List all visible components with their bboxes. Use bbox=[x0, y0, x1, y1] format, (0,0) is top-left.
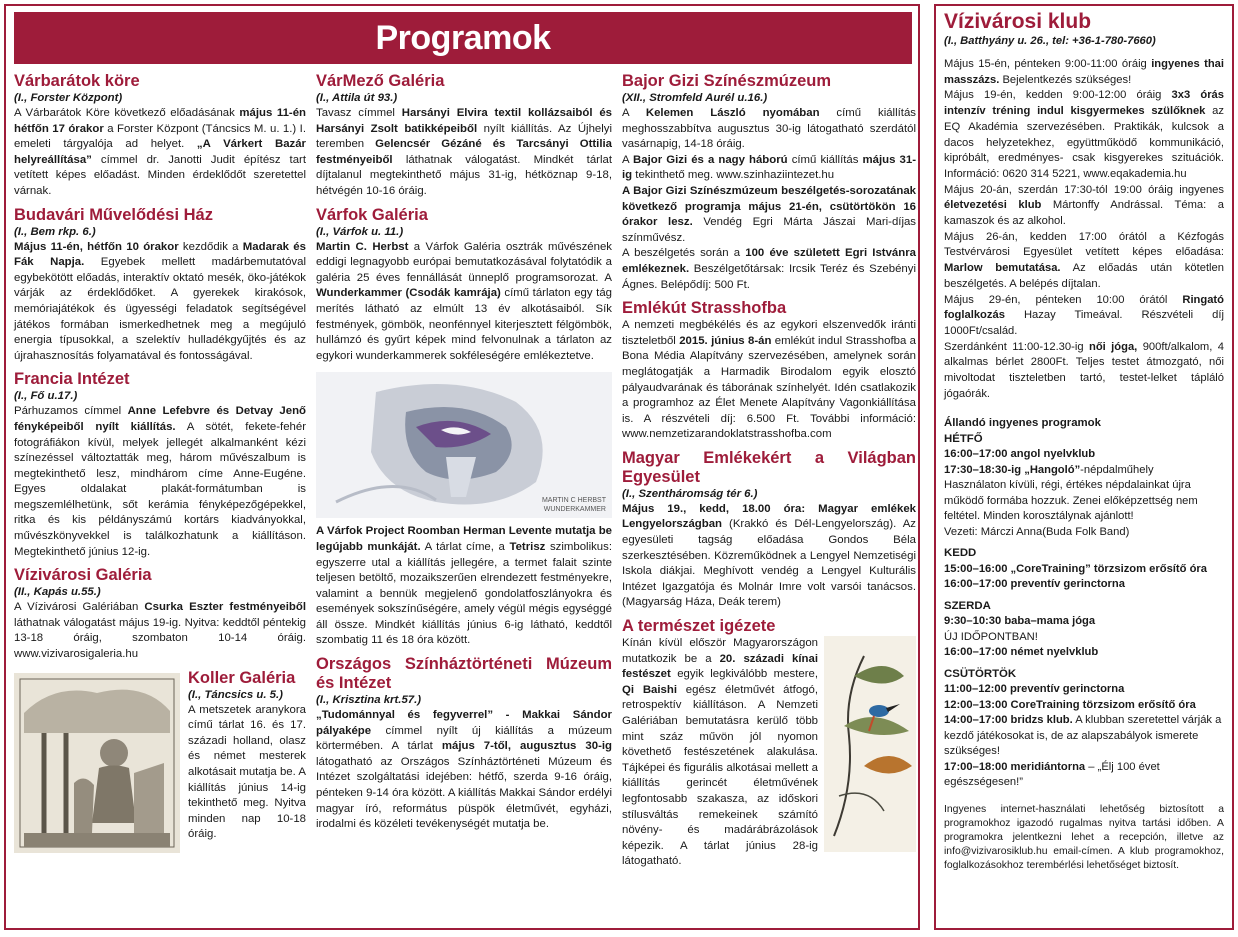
section-title: Budavári Művelődési Ház bbox=[14, 205, 213, 224]
program-item: 16:00–17:00 német nyelvklub bbox=[944, 646, 1099, 659]
column-3 bbox=[622, 72, 916, 876]
section-termeszet bbox=[622, 617, 916, 870]
permanent-programs bbox=[944, 416, 1224, 791]
section-title: Koller Galéria bbox=[188, 668, 296, 687]
section-varfok bbox=[316, 206, 612, 650]
event-item: Szerdánként 11:00-12.30-ig női jóga, 900ft/alkalom, 4 alkalmas bérlet 2800Ft. Teljes testet átmozgató, női mivoltodat tiszteletben tartó, testet-lelket tápláló jógaórák. bbox=[944, 340, 1225, 400]
program-item: 11:00–12:00 preventív gerinctorna bbox=[944, 683, 1125, 696]
event-item: Május 20-án, szerdán 17:30-tól 19:00 óráig ingyenes életvezetési klub Mártonffy Andrással. Téma: a kamaszok és az alkohol. bbox=[944, 183, 1224, 228]
event-item: Május 19-én, kedden 9:00-12:00 óráig 3x3 órás intenzív tréning indul kisgyermekes szülőknek az EQ Akadémia szervezésében. Praktikák, kulcsok a dacos helyzetekhez, együttműködő kommunikáció, kipróbált, eredményes- csak kisgyerekes szituációk. Információ: 0620 314 5221, www.eqakademia.hu bbox=[944, 89, 1225, 180]
section-bajor bbox=[622, 72, 916, 293]
section-body: Május 19., kedd, 18.00 óra: Magyar emlékek Lengyelországban (Krakkó és Dél-Lengyelország). Az egyesületi tagság előadása Gondos Béla szerkesztésében. Közreműködnek a Lengyel Nemzetiségi Iskola diákjai. Meghívott vendég a Lengyel Kulturális Intézet Igazgatója és Molnár Imre volt varsói tanácsos. (Magyarság Háza, Deák terem) bbox=[622, 502, 916, 609]
sidebar-footer-note: Ingyenes internet-használati lehetőség biztosított a programokhoz igazodó rugalmas nyitva tartási időben. A programokra jelentkezni lehet a recepción, illetve az info@vizivarosiklub.hu email-címen. A klub programokhoz, foglalkozásokhoz terembérlési lehetőséget biztosít. bbox=[944, 803, 1224, 871]
day-heading: HÉTFŐ bbox=[944, 432, 983, 445]
permanent-title: Állandó ingyenes programok bbox=[944, 417, 1101, 430]
section-title: Vízivárosi Galéria bbox=[14, 566, 152, 585]
section-orszagos bbox=[316, 655, 612, 833]
section-location: (I., Attila út 93.) bbox=[316, 92, 398, 104]
section-location: (I., Táncsics u. 5.) bbox=[188, 688, 283, 701]
program-item: 9:30–10:30 baba–mama jóga bbox=[944, 615, 1096, 628]
day-heading: CSÜTÖRTÖK bbox=[944, 667, 1017, 680]
section-budavari bbox=[14, 206, 306, 365]
section-title: A természet igézete bbox=[622, 617, 776, 636]
program-item: 12:00–13:00 CoreTraining törzsizom erősítő óra bbox=[944, 698, 1196, 711]
programs-banner: Programok bbox=[14, 12, 912, 64]
section-body-2: A Várfok Project Roomban Herman Levente mutatja be legújabb munkáját. A tárlat címe, a Tetrisz szimbolikus: egyszerre utal a kiállítás jellegére, a termet falait szinte teljesen betöltő, mozaikszerűen elrendezett festményekre, valamint a bennük megjelenő gondolatfoszlányokra és események sokszínűségére, amely végül mégis egységgé áll össze. Mindkét kiállítás június 6-ig látható, keddtől szombatig 11 és 18 óra között. bbox=[316, 525, 612, 647]
event-item: Május 29-én, pénteken 10:00 órától Ringató foglalkozás Hazay Timeával. Részvételi díj 1000Ft/család. bbox=[944, 293, 1224, 337]
event-item: Május 15-én, pénteken 9:00-11:00 óráig ingyenes thai masszázs. Bejelentkezés szükséges! bbox=[944, 58, 1225, 86]
section-location: (I., Fő u.17.) bbox=[14, 390, 78, 403]
section-vizivarosi-galeria bbox=[14, 566, 306, 662]
column-2 bbox=[316, 72, 612, 839]
program-item: 17:30–18:30-ig „Hangoló”-népdalműhely bbox=[944, 463, 1154, 476]
vizivarosi-klub-panel bbox=[934, 4, 1234, 930]
wunderkammer-image bbox=[316, 372, 612, 518]
program-item: 14:00–17:00 bridzs klub. A klubban szeretettel várják a kezdő játékosokat is, de az alapszabályok ismerete szükséges! bbox=[944, 714, 1222, 758]
section-body: Kínán kívül először Magyarországon mutatkozik be a 20. századi kínai festészet egyik legkiválóbb mestere, Qi Baishi egész életművét átfogó, retrospektív kiállításon. A Nemzeti Galériában bemutatásra kerülő több mint száz művön jól nyomon követhető festészetének alakulása. Tájképei és figurális alkotásai mellett a kiállítás gerincét életművének legfontosabb szakasza, az időskori stílusváltás remekeinek számító növény- és madárábrázolások képezik. A tárlat június 28-ig látogatható. bbox=[622, 637, 819, 868]
section-title: VárMező Galéria bbox=[316, 72, 445, 90]
event-item: Május 26-án, kedden 17:00 órától a Kézfogás Testvérvárosi Egyesület vetített képes előadása: Marlow bemutatása. Az előadás után kötetlen beszélgetés. A belépés díjtalan. bbox=[944, 230, 1224, 290]
section-title: Francia Intézet bbox=[14, 370, 130, 389]
section-location: (I., Forster Központ) bbox=[14, 92, 123, 104]
image-caption: MARTIN C HERBST WUNDERKAMMER bbox=[541, 497, 606, 514]
program-item: 15:00–16:00 „CoreTraining” törzsizom erősítő óra bbox=[944, 562, 1207, 575]
program-item: Használaton kívüli, régi, értékes népdalainkat újra működő formába hozzuk. Zenei előképzettség nem feltétel. Minden korosztálynak ajánlott! bbox=[944, 479, 1198, 523]
section-title: Bajor Gizi Színészmúzeum bbox=[622, 72, 832, 90]
section-location: (I., Szentháromság tér 6.) bbox=[622, 487, 758, 500]
section-title: Várbarátok köre bbox=[14, 72, 140, 90]
section-koller bbox=[14, 669, 306, 843]
sidebar-title: Vízivárosi klub bbox=[944, 10, 1092, 33]
day-heading: SZERDA bbox=[944, 599, 991, 612]
section-location: (I., Krisztina krt.57.) bbox=[316, 694, 422, 707]
program-item: 16:00–17:00 angol nyelvklub bbox=[944, 448, 1096, 461]
chinese-painting-image bbox=[824, 636, 916, 852]
section-body: A Vízivárosi Galériában Csurka Eszter festményeiből láthatnak válogatást május 19-ig. Nyitva: keddtől péntekig 13-18 óráig, szombaton 10-14 óráig. www.vizivarosigaleria.hu bbox=[14, 601, 307, 661]
section-body: A Kelemen László nyomában című kiállítás meghosszabbítva augusztus 30-ig látogatható szerdától vasárnapig, 14-18 óráig. bbox=[622, 107, 916, 151]
day-heading: KEDD bbox=[944, 547, 977, 560]
program-item: 17:00–18:00 meridiántorna – „Élj 100 évet egészségesen!” bbox=[944, 760, 1160, 789]
column-1 bbox=[14, 72, 306, 855]
section-body: A Bajor Gizi és a nagy háború című kiállítás május 31-ig tekinthető meg. www.szinhaziintezet.hu bbox=[622, 153, 916, 182]
program-item: 16:00–17:00 preventív gerinctorna bbox=[944, 578, 1125, 591]
section-title: Várfok Galéria bbox=[316, 205, 428, 224]
section-body: Május 11-én, hétfőn 10 órakor kezdődik a Madarak és Fák Napja. Egyebek mellett madárbemutatóval egybekötött előadás, interaktív oktató mesék, öko-játékok várják az érdeklődőket. A gyerekek kirakósok, memóriajátékok és ügyességi feladatok segítségével játékos formában ismerkedhetnek meg a megújuló energia típusokkal, a szelektív hulladékgyűjtés és az újrahasznosítás folyamatával és fontosságával. bbox=[14, 240, 306, 362]
section-body: „Tudománnyal és fegyverrel” - Makkai Sándor pályaképe címmel nyílt új kiállítás a múzeum körtermében. A tárlat május 7-től, augusztus 30-ig látogatható az Országos Színháztörténeti Múzeum és Intézet szolgáltatási idejében: hétfő, szerda 9-16 óráig, pénteken 9-14 óra között. A kiállítás Makkai Sándor erdélyi magyar író, református püspök életművét, egyházi, irodalmi és közéleti tevékenységét mutatja be. bbox=[316, 709, 612, 831]
program-item: Vezeti: Márczi Anna(Buda Folk Band) bbox=[944, 525, 1130, 538]
engraving-image bbox=[14, 673, 180, 853]
section-body: A Várbarátok Köre következő előadásának május 11-én hétfőn 17 órakor a Forster Központ (Táncsics M. u. 1.) I. emeleti tárgyalója ad helyet. „A Várkert Bazár helyreállítása” címmel dr. Janotti Judit építész tart vetített képes előadást. Minden érdeklődőt szeretettel várnak. bbox=[14, 107, 306, 197]
section-title: Országos Színháztörténeti Múzeum és Intézet bbox=[316, 655, 612, 693]
section-francia bbox=[14, 370, 306, 560]
section-body: A metszetek aranykora című tárlat 16. és 17. századi holland, olasz és német mesterek alkotásait mutatja be. A kiállítás június 14-ig tekinthető meg. Nyitva minden nap 10-18 óráig. bbox=[188, 703, 306, 841]
section-title: Magyar Emlékekért a Világban Egyesület bbox=[622, 448, 916, 486]
section-varbaratok bbox=[14, 72, 306, 200]
section-body: A Bajor Gizi Színészmúzeum beszélgetés-sorozatának következő programja május 21-én, csütörtökön 16 órakor lesz. Vendég Egri Márta Jászai Mari-díjas színművész. bbox=[622, 184, 916, 244]
section-location: (I., Bem rkp. 6.) bbox=[14, 225, 96, 238]
section-emlekut bbox=[622, 299, 916, 443]
programs-panel bbox=[4, 4, 920, 930]
sidebar-location: (I., Batthyány u. 26., tel: +36-1-780-7660) bbox=[944, 35, 1156, 47]
section-location: (II., Kapás u.55.) bbox=[14, 586, 101, 599]
sidebar-events bbox=[944, 57, 1224, 402]
section-body: A nemzeti megbékélés és az egykori elszenvedők iránti tiszteletből 2015. június 8-án emlékút indul Strasshofba a Bona Média Alapítvány szervezésében, amelynek során meglátogatják a Harmadik Birodalom egyik elosztó pályaudvarának és táborának színhelyét. Idén csatlakozik a programhoz az Élet Menete Alapítvány Vagonkiállítása is. A részvételi díj: 6.500 Ft. További információ: www.nemzetizarandoklatstrasshofba.com bbox=[622, 319, 916, 441]
section-body: Martin C. Herbst a Várfok Galéria osztrák művészének eddigi legnagyobb európai bemutatkozásával folytatódik a galéria 25 éves fennállását ünneplő programsorozat. A Wunderkammer (Csodák kamrája) című tárlaton egy tág merítés látható az elmúlt 13 év alkotásaiból. Sík festmények, gömbök, neonfénnyel kiterjesztett félgömbök, hullámzó és gyűrt képek mind felvonulnak a tárlaton az egykori wunderkammerek sokféleségére emlékeztetve. bbox=[316, 240, 612, 362]
section-varmezo bbox=[316, 72, 612, 200]
section-location: (XII., Stromfeld Aurél u.16.) bbox=[622, 92, 768, 104]
section-title: Emlékút Strasshofba bbox=[622, 299, 787, 318]
section-body: Tavasz címmel Harsányi Elvira textil kollázsaiból és Harsányi Zsolt batikképeiből nyílt kiállítás. Az Újhelyi teremben Gelencsér Gézáné és Tarcsányi Ottilia festményeiből láthatnak válogatást. Mindkét tárlat díjtalanul megtekinthető május 31-ig, hétköznap 9-18, hétvégén 10-16 óráig. bbox=[316, 107, 613, 197]
section-magyar bbox=[622, 449, 916, 611]
section-body: Párhuzamos címmel Anne Lefebvre és Detvay Jenő fényképeiből nyílt kiállítás. A sötét, fekete-fehér fotográfiákon kívül, melyek jellegét alkalmanként kézi színezéssel változtatták meg, három művészalbum is megtekinthető lesz, mindhárom címe Anne-Eugéne. Egyes oldalakat plakát-formátumban is megszemlélhetünk, sőt kerámia fényképezőgépekkel, ritka és kis példányszámú kortárs kiadványokkal, művészkönyvekkel is találkozhatunk a kiállításon. Megtekinthető június 12-ig. bbox=[14, 405, 306, 558]
section-location: (I., Várfok u. 11.) bbox=[316, 225, 404, 238]
section-body: A beszélgetés során a 100 éve született Egri Istvánra emlékeznek. Beszélgetőtársak: Ircsik Teréz és Szebényi Ágnes. Belépődíj: 500 Ft. bbox=[622, 247, 916, 291]
program-item: ÚJ IDŐPONTBAN! bbox=[944, 630, 1038, 643]
